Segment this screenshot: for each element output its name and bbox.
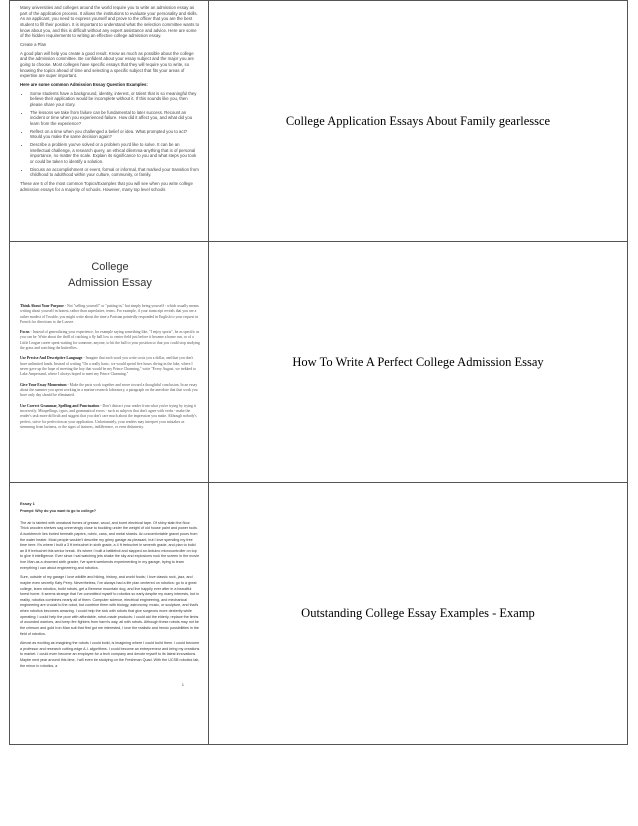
- paragraph-lead: Use Precise And Descriptive Language: [20, 356, 83, 361]
- page-number: 1: [181, 682, 184, 688]
- gallery-row: [9, 483, 628, 745]
- essay-document-preview: [20, 5, 200, 195]
- paragraph-lead: Give Your Essay Momentum: [20, 382, 67, 387]
- image-caption[interactable]: Outstanding College Essay Examples - Examp: [301, 606, 535, 620]
- doc-paragraph: Many universities and colleges around the world require you to write an admission essay as part of the application process. It allows the institutions to evaluate your personality and skills. As an applicant, you need to express yourself and prove to the officer that you are the best student to fill their position. It is important to understand what the selection committee wants to know about you, and this is difficult without any expert assistance and advice. Here are some of the hidden requirements to writing an effective college admission essay.: [20, 5, 200, 39]
- gallery-row: [9, 242, 628, 483]
- caption-cell[interactable]: [209, 242, 628, 482]
- doc-list: [30, 91, 200, 178]
- doc-paragraph: Almost as exciting as imagining the robots I could build, is imagining where I could build them. I could become a professor and research cutting-edge A.I. algorithms. I could become an entrepreneur and bring my creations to market. I could even become an employee for a tech company and devote myself to its latest innovations. Maybe next year around this time, I will even be studying on the Freshman Quad. With the UCSB robotics lab, the minor in robotics, a: [20, 641, 200, 668]
- paragraph-text: - Imagine that each word you write costs you a dollar, and that you don't have unlimited funds. Instead of writing "On a really basic, we would spend five hours diving in the lake, where I never gave up the hope of meeting the boy that would be my Prince Charming," write "Every August, we trekked to Lake Ampersand, where I always hoped to meet my Prince Charming.": [20, 356, 197, 377]
- paragraph-lead: Focus: [20, 330, 30, 335]
- paragraph-text: - Make the parts work together and move toward a thoughtful conclusion. In an essay about the summer you spent working in a marine research laboratory, a paragraph on the anecdote that that work you have only day should be eliminated.: [20, 382, 198, 398]
- doc-title: Essay 1: [20, 501, 35, 506]
- doc-title-line: College: [91, 261, 129, 273]
- paragraph-lead: Use Correct Grammar, Spelling and Punctuation: [20, 403, 100, 408]
- essay-thumbnail[interactable]: [9, 1, 209, 241]
- doc-paragraph: A good plan will help you create a good result. Know as much as possible about the college and the admission committee. Be confident about your essay subject and the major you are going to choose. Most colleges have specific essays that they will require you to write, so knowing the topics ahead of time and selecting a specific subject that fits your areas of expertise are super important.: [20, 50, 194, 79]
- essay-thumbnail[interactable]: [9, 242, 209, 482]
- image-caption[interactable]: College Application Essays About Family gearlessce: [285, 113, 551, 128]
- image-grid: [9, 0, 628, 745]
- list-item: • Some students have a background, identity, interest, or talent that is so meaningful they believe their application would be incomplete without it. If this sounds like you, then please share your story.: [30, 91, 200, 108]
- doc-paragraph: The air is tainted with unnatural fumes of grease, wood, and burnt electrical tape. Of shiny stain the floor. Thick wooden shelves sag unnervingly close to buckling under the weight of old house paint and power tools. A workbench lies buried beneath papers, rubric, cans, and metal shards. An uncomfortable gravel pours from the water heater. Most people wouldn't describe my grimy garage as pleasant, but I love spending my free time here. It's where I built a 3 ft trebuchet in sixth grade, a 4 ft trebuchet in seventh grade, and plan to build an 8 ft trebuchet this senior break. It's where I built a battlebot and slapped an Arduino microcontroller on top to give it intelligence. Ever since I sat watching jets shake the sky and explosions rock the screen in the movie Iron Man as a drowned sixth grader, I've spent weekends experimenting in my garage, trying to learn everything I can about engineering and robotics.: [20, 520, 200, 570]
- paragraph-text: - Instead of generalizing your experience, for example saying something like, "I enjoy sports", be as specific as you can be. Write about the thrill of catching a fly ball low to center field just before it became a home run, or of a Little League career spent waiting for someone, anyone, to hit the ball to your position so that you could stop studying the grass and watching the butterflies.: [20, 330, 200, 351]
- list-item: • Describe a problem you've solved or a problem you'd like to solve. It can be an intellectual challenge, a research query, an ethical dilemma-anything that is of personal importance, no matter the scale. Explain its significance to you and what steps you took or could be taken to identify a solution.: [30, 142, 200, 165]
- doc-heading: Create a Plan: [20, 42, 47, 48]
- doc-heading: Here are some common Admission Essay Question Examples:: [20, 82, 148, 88]
- doc-title-line: Admission Essay: [68, 276, 152, 289]
- doc-paragraph: [20, 304, 200, 325]
- doc-paragraph: These are 5 of the most common Topics/Examples that you will see when you write college admission essays for a majority of schools. However, many top level schools: [20, 181, 193, 192]
- doc-title: [20, 260, 200, 292]
- image-caption[interactable]: How To Write A Perfect College Admission Essay: [292, 354, 544, 369]
- doc-paragraph: Sure, outside of my garage I love wildlife and hiking, history, and world foods; I love classic rock, jazz, and maybe even secretly Katy Perry. Nevertheless, I've always had a life plan centered on robotics: go to a great college, learn robotics, build robots, get a Bernese mountain dog, and live happily ever after in a beautiful forest home. It seems strange that I've committed myself to robotics so early despite my many interests, but in reality, robotics combines nearly all of them. Computer science, electrical engineering, and mechanical engineering are crucial to the robot, but combine them with biology, astronomy, music, or sculpture, and that's when robotics becomes amazing. I could help the sick with robots that give surgeons more dexterity while operating; I could help the poor with affordable, robot-made products; I could aid the elderly, replace the limbs of wounded warriors, and keep fire fighters from harm's way, all with robots. Although these robots may not be the crimson and gold Iron Man suit that first got me interested, I love the realistic and heroic possibilities in the field of robotics.: [20, 575, 200, 636]
- paragraph-text: - Not "selling yourself" or "putting in," but simply being yourself - which usually means writing about yourself in honest, rather than superlative, terms. For example, if your transcript reveals that you are a rather modest of Trouble, you might write about the time a Parisian pointedly responded in English to your request in French for directions to the Louvre.: [20, 303, 199, 324]
- doc-prompt: Prompt: Why do you want to go to college?: [20, 509, 96, 514]
- caption-cell[interactable]: [209, 1, 628, 241]
- doc-paragraph: [20, 356, 200, 377]
- list-item: • Reflect on a time when you challenged a belief or idea. What prompted you to act? Would you make the same decision again?: [30, 129, 200, 140]
- essay-document-preview: [20, 501, 200, 688]
- list-item: • Discuss an accomplishment or event, formal or informal, that marked your transition from childhood to adulthood within your culture, community, or family.: [30, 167, 200, 178]
- essay-document-preview: [20, 246, 200, 435]
- paragraph-text: - Don't distract your reader from what you're trying by trying it incorrectly. Misspellings, typos, and grammatical errors - such as subjects that don't agree with verbs - make the reader's task more difficult and suggest that you don't care much about the impression you make. Although nobody's perfect, strive for perfection on your application. Unfortunately, your readers may interpret your mistakes as stemming from laziness, or the signs of laziness, indifference, or even dishonesty.: [20, 403, 197, 429]
- doc-paragraph: [20, 330, 200, 351]
- paragraph-lead: Think About Your Purpose: [20, 303, 64, 308]
- essay-thumbnail[interactable]: [9, 483, 209, 744]
- caption-cell[interactable]: [209, 483, 628, 744]
- list-item: • The lessons we take from failure can be fundamental to later success. Recount an incident or time when you experienced failure. How did it affect you, and what did you learn from the experience?: [30, 110, 200, 127]
- gallery-row: [9, 0, 628, 242]
- doc-paragraph: [20, 404, 200, 431]
- doc-paragraph: [20, 383, 200, 399]
